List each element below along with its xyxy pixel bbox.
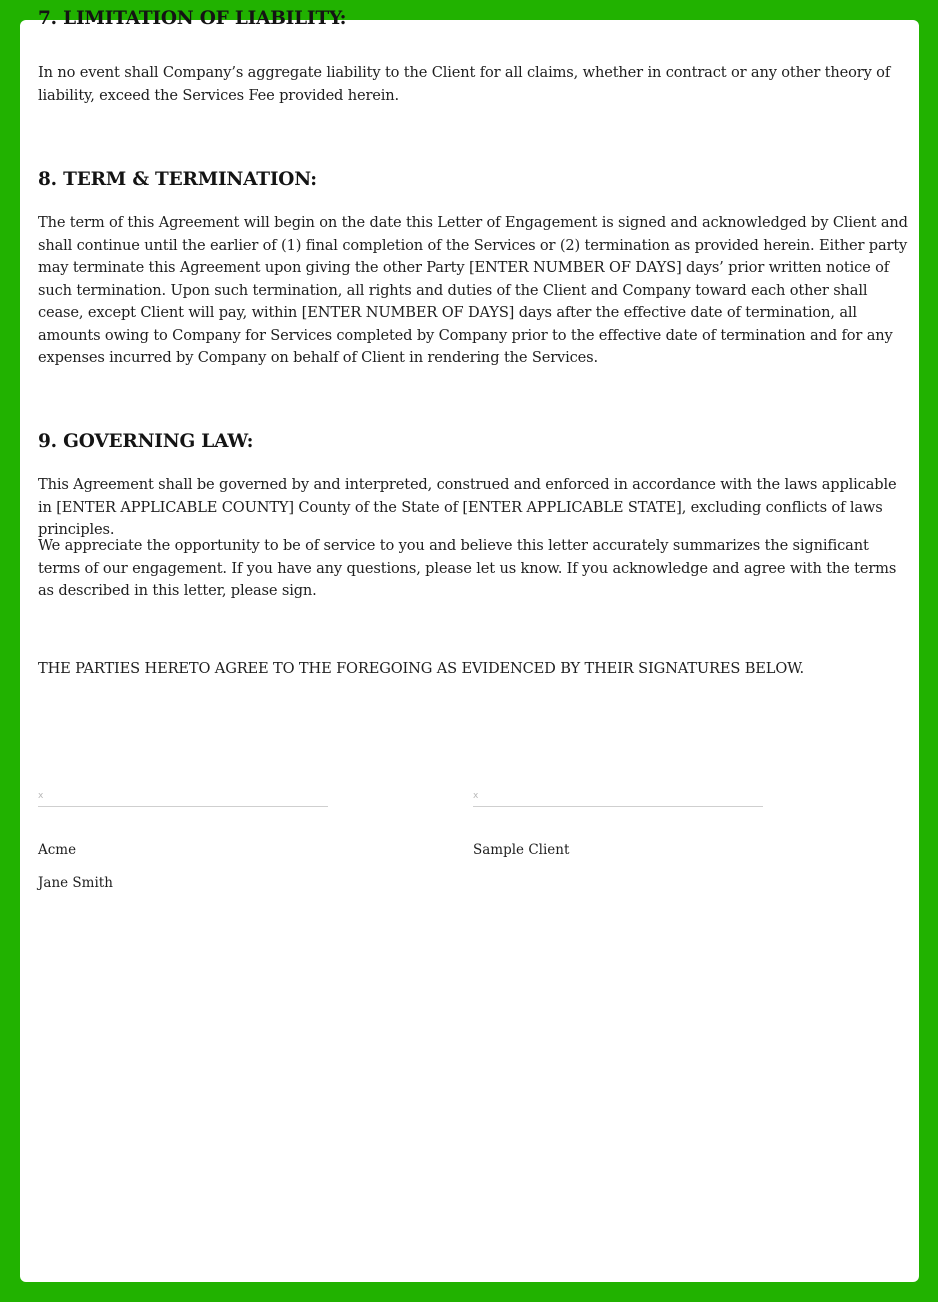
client-name: Sample Client <box>473 842 570 858</box>
closing-paragraph: We appreciate the opportunity to be of service to you and believe this letter accurately summarizes the significant terms of our engagement. If you have any questions, please let us know. If you acknowledge and agree with the terms as described in this letter, please sign. <box>38 537 897 599</box>
section-9-paragraph: This Agreement shall be governed by and interpreted, construed and enforced in accordance with the laws applicable in [ENTER APPLICABLE COUNTY] County of the State of [ENTER APPLICABLE STATE], excluding conflicts of laws principles. <box>38 476 897 538</box>
section-8-heading: 8. TERM & TERMINATION: <box>38 169 317 190</box>
signer-company-name: Acme <box>38 842 77 858</box>
signature-marker: x <box>38 791 44 801</box>
agreement-statement: THE PARTIES HERETO AGREE TO THE FOREGOING AS EVIDENCED BY THEIR SIGNATURES BELOW. <box>38 660 804 677</box>
document-page <box>20 8 919 1282</box>
section-8-paragraph: The term of this Agreement will begin on the date this Letter of Engagement is signed and acknowledged by Client and shall continue until the earlier of (1) final completion of the Services or (2) termination as provided herein. Either party may terminate this Agreement upon giving the other Party [ENTER NUMBER OF DAYS] days’ prior written notice of such termination. Upon such termination, all rights and duties of the Client and Company toward each other shall cease, except Client will pay, within [ENTER NUMBER OF DAYS] days after the effective date of termination, all amounts owing to Company for Services completed by Company prior to the effective date of termination and for any expenses incurred by Company on behalf of Client in rendering the Services. <box>38 214 908 366</box>
signer-person-name: Jane Smith <box>38 875 113 891</box>
section-9-heading: 9. GOVERNING LAW: <box>38 431 254 452</box>
signature-line-company[interactable] <box>38 786 328 807</box>
section-7-heading: 7. LIMITATION OF LIABILITY: <box>38 8 347 29</box>
signature-line-client[interactable] <box>473 786 763 807</box>
signature-block-company <box>38 786 328 891</box>
section-7-paragraph: In no event shall Company’s aggregate liability to the Client for all claims, whether in contract or any other theory of liability, exceed the Services Fee provided herein. <box>38 64 891 104</box>
signature-block-client <box>473 786 763 858</box>
signature-marker: x <box>473 791 479 801</box>
